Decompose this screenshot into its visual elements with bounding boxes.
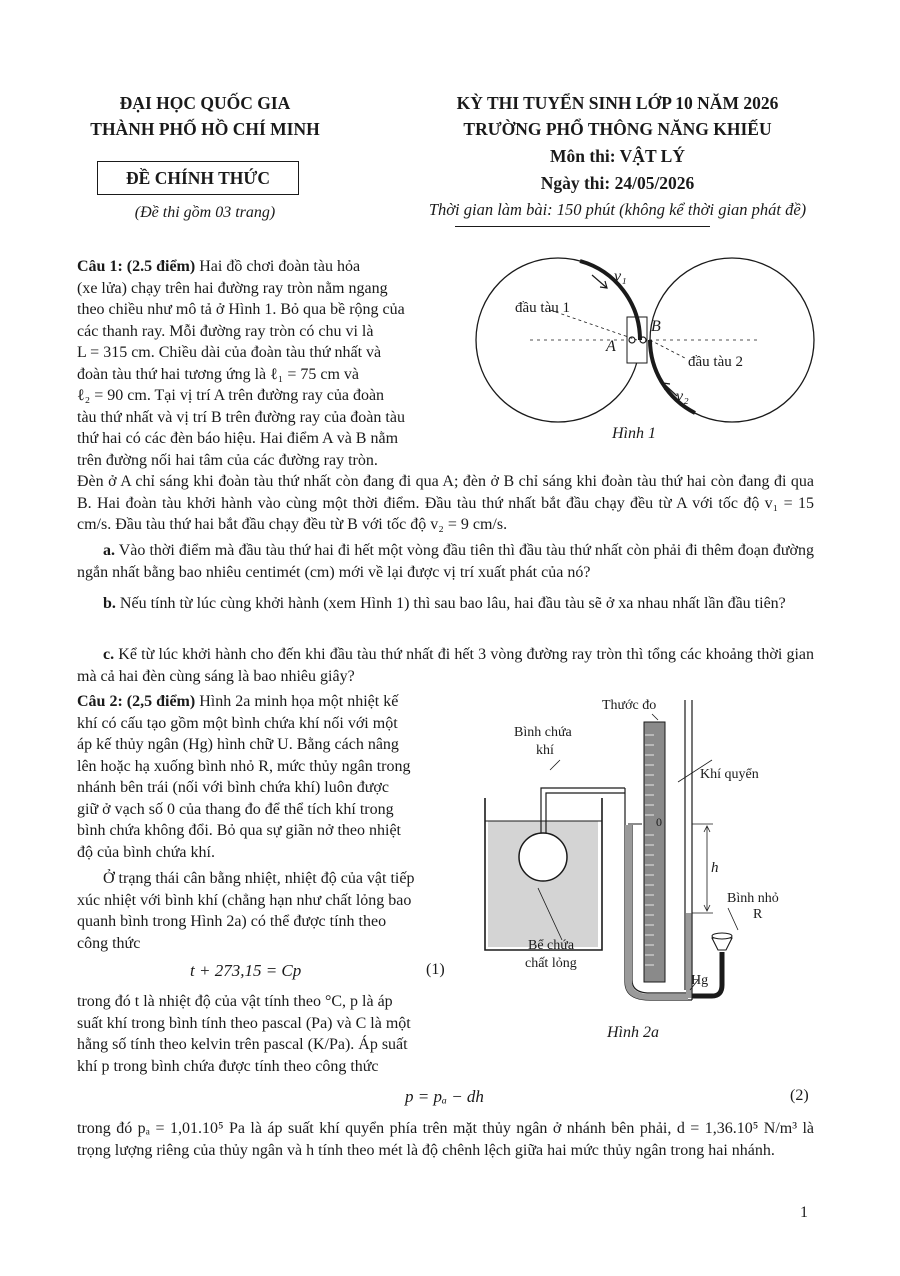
q1-line-5: đoàn tàu thứ hai tương ứng là ℓ₁ = 75 cm và	[77, 365, 360, 383]
q2-line-5: giữ ở vạch số 0 của thang đo để thể tích khí trong	[77, 800, 394, 818]
label-tank-1: Bể chứa	[528, 938, 575, 953]
q1-intro	[77, 256, 447, 471]
q1-line-1: (xe lửa) chạy trên hai đường ray tròn nằm ngang	[77, 279, 388, 297]
ruler-pointer	[652, 714, 658, 720]
label-ruler: Thước đo	[602, 698, 657, 713]
q1-line-3: các thanh ray. Mỗi đường ray tròn có chu vi là	[77, 322, 374, 340]
figure-2a-thermometer	[480, 700, 800, 1020]
q2-line-6: bình chứa không đổi. Bỏ qua sự giãn nở theo nhiệt	[77, 822, 401, 839]
label-zero: 0	[656, 815, 662, 829]
exam-duration: Thời gian làm bài: 150 phút (không kể thời gian phát đề)	[428, 200, 807, 219]
exam-date: Ngày thi: 24/05/2026	[540, 173, 695, 193]
q1-line-9: trên đường nối hai tâm của các đường ray tròn.	[77, 451, 378, 469]
pages-note: (Đề thi gồm 03 trang)	[134, 204, 276, 221]
equation-2: p = pₐ − dh	[405, 1087, 484, 1106]
figure-2a-caption: Hình 2a	[607, 1024, 659, 1041]
label-B: B	[651, 318, 661, 335]
small-vessel-R	[712, 938, 732, 950]
figure-1-caption: Hình 1	[612, 425, 656, 442]
label-v2: v₂	[676, 388, 689, 405]
label-train2: đầu tàu 2	[688, 354, 743, 370]
label-train1: đầu tàu 1	[515, 300, 570, 316]
q1-title: Câu 1: (2.5 điểm)	[77, 258, 196, 275]
q2-para3: trong đó t là nhiệt độ của vật tính theo °C, p là áp suất khí trong bình tính theo pascal (Pa) và C là một hằng số tính theo kelvin trên pascal (K/Pa). Áp suất khí p trong bình chứa được tính theo công thức	[77, 993, 411, 1075]
q1-line-6: ℓ₂ = 90 cm. Tại vị trí A trên đường ray của đoàn	[77, 387, 385, 404]
q2-para4: trong đó pₐ = 1,01.10⁵ Pa là áp suất khí quyển phía trên mặt thủy ngân ở nhánh bên phải, d = 1,36.10⁵ N/m³ là trọng lượng riêng của thủy ngân và h tính theo mét là độ chênh lệch giữa hai mức thủy ngân trong hai nhánh.	[77, 1120, 814, 1159]
university-name-line2: THÀNH PHỐ HỒ CHÍ MINH	[90, 119, 320, 139]
q1-part-b: b. Nếu tính từ lúc cùng khởi hành (xem Hình 1) thì sau bao lâu, hai đầu tàu sẽ ở xa nhau nhất lần đầu tiên?	[103, 595, 786, 612]
equation-1: t + 273,15 = Cp	[190, 961, 302, 980]
header-underline	[455, 226, 710, 227]
label-tank-2: chất lỏng	[525, 956, 577, 971]
q2-line-7: độ của bình chứa khí.	[77, 843, 215, 861]
university-name-line1: ĐẠI HỌC QUỐC GIA	[119, 93, 291, 113]
figure-1-tracks	[470, 255, 820, 445]
q2-line-1: khí có cấu tạo gồm một bình chứa khí nối với một	[77, 714, 398, 732]
q2-line-0: Câu 2: (2,5 điểm) Hình 2a minh họa một nhiệt kế	[77, 693, 399, 710]
label-small-vessel: Bình nhỏ	[727, 891, 779, 906]
q2-para2: Ở trạng thái cân bằng nhiệt, nhiệt độ của vật tiếp xúc nhiệt với bình khí (chẳng hạn như chất lỏng bao quanh bình trong Hình 2a) có thể được tính theo công thức	[77, 870, 415, 952]
official-exam-box: ĐỀ CHÍNH THỨC	[97, 161, 299, 195]
label-atmosphere: Khí quyển	[700, 767, 759, 782]
q1-body: Đèn ở A chỉ sáng khi đoàn tàu thứ nhất còn đang đi qua A; đèn ở B chỉ sáng khi đoàn tàu thứ hai còn đang đi qua B. Hai đoàn tàu khởi hành vào cùng một thời điểm. Đầu tàu thứ nhất bắt đầu chạy đều từ A với tốc độ v₁ = 15 cm/s. Đầu tàu thứ hai bắt đầu chạy đều từ B với tốc độ v₂ = 9 cm/s.	[77, 473, 814, 533]
train-2-pointer	[650, 340, 685, 358]
q1-line-2: theo chiều như mô tả ở Hình 1. Bỏ qua bề rộng của	[77, 301, 405, 318]
q2-line-2: áp kế thủy ngân (Hg) hình chữ U. Bằng cách nâng	[77, 736, 399, 753]
q1-line-8: thứ hai có các đèn báo hiệu. Hai điểm A và B nằm	[77, 430, 399, 447]
label-vessel-1: Bình chứa	[514, 725, 572, 740]
q1-line-7: tàu thứ nhất và vị trí B trên đường ray của đoàn tàu	[77, 408, 405, 426]
label-hg: Hg	[691, 973, 709, 988]
exam-title: KỲ THI TUYỂN SINH LỚP 10 NĂM 2026	[456, 93, 779, 113]
label-h: h	[711, 860, 719, 876]
ruler	[644, 722, 665, 982]
equation-1-number: (1)	[426, 961, 445, 978]
label-vessel-2: khí	[536, 743, 554, 758]
q2-intro	[77, 691, 449, 863]
q1-part-a: a. Vào thời điểm mà đầu tàu thứ hai đi hết một vòng đầu tiên thì đầu tàu thứ nhất còn phải đi thêm đoạn đường ngắn nhất bằng bao nhiêu centimét (cm) mới về lại được vị trí xuất phát của nó?	[77, 542, 814, 581]
label-v1: v₁	[614, 268, 627, 285]
gas-vessel	[519, 833, 567, 881]
q1-line-0: Câu 1: (2.5 điểm) Hai đồ chơi đoàn tàu hỏa	[77, 258, 361, 275]
vessel-pointer	[550, 760, 560, 770]
q1-part-c: c. Kể từ lúc khởi hành cho đến khi đầu tàu thứ nhất đi hết 3 vòng đường ray tròn thì tổng các khoảng thời gian mà cả hai đèn cùng sáng là bao nhiêu giây?	[77, 646, 814, 685]
school-name: TRƯỜNG PHỔ THÔNG NĂNG KHIẾU	[463, 119, 772, 139]
q2-title: Câu 2: (2,5 điểm)	[77, 693, 196, 710]
label-A: A	[606, 338, 616, 355]
q1-line-4: L = 315 cm. Chiều dài của đoàn tàu thứ nhất và	[77, 344, 382, 361]
q2-line-3: lên hoặc hạ xuống bình nhỏ R, mức thủy ngân trong	[77, 757, 411, 775]
label-R: R	[753, 907, 763, 922]
page-number: 1	[800, 1204, 808, 1221]
subject: Môn thi: VẬT LÝ	[549, 146, 685, 166]
q2-line-4: nhánh bên trái (nối với bình chứa khí) luôn được	[77, 779, 389, 796]
equation-2-number: (2)	[790, 1087, 809, 1104]
